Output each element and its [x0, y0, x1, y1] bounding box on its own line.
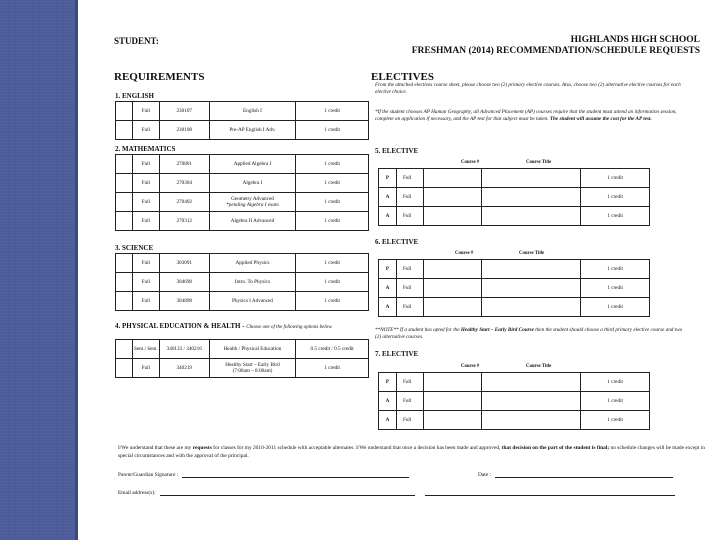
course-note: (7:00am – 8:00am) [232, 368, 273, 374]
date-row [478, 472, 673, 478]
term-cell: Full [396, 373, 423, 392]
pe-heading-text: 4. PHYSICAL EDUCATION & HEALTH - [115, 322, 245, 330]
science-heading: 3. SCIENCE [115, 244, 154, 252]
note-prefix: **NOTE** If a student has opted for the [375, 327, 460, 333]
term-cell: Sem./ Sem. [132, 340, 159, 359]
choice-type: P [379, 260, 397, 279]
credit-cell: 1 credit [296, 102, 369, 121]
pe-table [115, 339, 369, 378]
english-table [115, 101, 369, 140]
code-cell: 340219 [159, 359, 209, 378]
agreement-part: I/We understand that these are my [118, 445, 192, 451]
math-table [115, 154, 369, 231]
electives-intro: From the attached electives course sheet, please choose two (2) primary elective courses. Also, choose two (2) alternative elective courses for each elective choice. [375, 82, 681, 95]
email-field[interactable] [160, 490, 415, 496]
course-cell: Physics I Advanced [209, 292, 296, 311]
term-cell: Full [132, 292, 159, 311]
select-cell[interactable] [116, 174, 133, 193]
credit-cell: 1 credit [581, 298, 650, 317]
course-num-input[interactable] [423, 260, 481, 279]
select-cell[interactable] [116, 155, 133, 174]
table-row [116, 254, 369, 273]
choice-type: P [379, 373, 397, 392]
elective-5-table [378, 168, 650, 226]
date-label: Date : [478, 472, 492, 478]
course-cell [209, 359, 296, 378]
course-title-input[interactable] [481, 260, 581, 279]
credit-cell: 0.5 credit / 0.5 credit [296, 340, 369, 359]
col-course-num: Course # [461, 364, 480, 369]
table-row [116, 359, 369, 378]
select-cell[interactable] [116, 212, 133, 231]
signature-field[interactable] [182, 472, 409, 478]
select-cell[interactable] [116, 193, 133, 212]
table-row [116, 292, 369, 311]
term-cell: Full [132, 155, 159, 174]
code-cell: 270312 [159, 212, 209, 231]
credit-cell: 1 credit [581, 207, 650, 226]
credit-cell: 1 credit [581, 188, 650, 207]
credit-cell: 1 credit [296, 359, 369, 378]
table-row [379, 411, 650, 430]
pe-instruction: Choose one of the following options below. [246, 325, 333, 330]
form-header [412, 35, 700, 57]
healthy-start-note [375, 327, 685, 341]
table-row [379, 373, 650, 392]
pe-heading [115, 322, 332, 330]
course-title-input[interactable] [481, 392, 581, 411]
term-cell: Full [132, 193, 159, 212]
term-cell: Full [396, 279, 423, 298]
elective-6-heading: 6. ELECTIVE [375, 238, 419, 246]
choice-type: A [379, 411, 397, 430]
select-cell[interactable] [116, 121, 133, 140]
course-num-input[interactable] [423, 207, 481, 226]
course-name: Geometry Advanced [231, 196, 274, 202]
table-row [116, 212, 369, 231]
email-row [118, 490, 415, 496]
col-course-title: Course Title [526, 364, 552, 369]
signature-label: Parent/Guardian Signature : [118, 472, 179, 478]
term-cell: Full [396, 207, 423, 226]
course-title-input[interactable] [481, 188, 581, 207]
credit-cell: 1 credit [581, 373, 650, 392]
col-course-title: Course Title [526, 160, 552, 165]
credit-cell: 1 credit [581, 279, 650, 298]
choice-type: A [379, 279, 397, 298]
course-num-input[interactable] [423, 188, 481, 207]
course-num-input[interactable] [423, 279, 481, 298]
course-num-input[interactable] [423, 392, 481, 411]
agreement-bold: that decision on the part of the student is final; [501, 445, 610, 451]
term-cell: Full [132, 254, 159, 273]
agreement-part: for classes for my 2010-2011 schedule with acceptable alternates. I/We understand that once a decision has been made and approved, [213, 445, 501, 451]
table-row [379, 298, 650, 317]
course-name: Healthy Start – Early Bird [225, 362, 280, 368]
course-cell: Health / Physical Education [209, 340, 296, 359]
col-course-title: Course Title [519, 251, 545, 256]
table-row [379, 260, 650, 279]
col-course-num: Course # [455, 251, 474, 256]
email-row-2 [421, 490, 675, 496]
form-page [78, 0, 720, 540]
course-title-input[interactable] [481, 207, 581, 226]
student-label: STUDENT: [114, 36, 159, 46]
credit-cell: 1 credit [296, 193, 369, 212]
ap-note-text: *If the student chooses AP Human Geography, all Advanced Placement (AP) courses require that the student must attend an information session, complete an application if necessary, and the AP test for that subject must be taken. [375, 109, 677, 122]
english-heading: 1. ENGLISH [115, 92, 154, 100]
table-row [116, 174, 369, 193]
course-cell: English I [209, 102, 296, 121]
course-title-input[interactable] [481, 411, 581, 430]
code-cell: 270402 [159, 193, 209, 212]
requirements-title: REQUIREMENTS [114, 71, 205, 83]
elective-7-table [378, 372, 650, 430]
code-cell: 270801 [159, 155, 209, 174]
table-row [116, 121, 369, 140]
code-cell: 230108 [159, 121, 209, 140]
code-cell: 270304 [159, 174, 209, 193]
code-cell: 304898 [159, 292, 209, 311]
select-cell[interactable] [116, 340, 133, 359]
course-cell: Applied Algebra I [209, 155, 296, 174]
date-field[interactable] [495, 472, 673, 478]
code-cell: 304698 [159, 273, 209, 292]
credit-cell: 1 credit [296, 254, 369, 273]
course-title-input[interactable] [481, 169, 581, 188]
agreement-text [118, 445, 718, 460]
ap-note-bold: The student will assume the cost for the AP test. [549, 116, 652, 122]
select-cell[interactable] [116, 359, 133, 378]
school-name: HIGHLANDS HIGH SCHOOL [570, 35, 700, 45]
note-bold: Healthy Start – Early Bird Course [460, 327, 534, 333]
choice-type: A [379, 207, 397, 226]
agreement-bold: requests [192, 445, 212, 451]
elective-7-heading: 7. ELECTIVE [375, 350, 419, 358]
course-cell: Intro. To Physics [209, 273, 296, 292]
term-cell: Full [396, 392, 423, 411]
credit-cell: 1 credit [581, 169, 650, 188]
code-cell: 303091 [159, 254, 209, 273]
col-course-num: Course # [461, 160, 480, 165]
course-cell: Algebra II Advanced [209, 212, 296, 231]
course-title-input[interactable] [481, 373, 581, 392]
table-row [379, 279, 650, 298]
table-row [379, 392, 650, 411]
code-cell: 340133 / 340216 [159, 340, 209, 359]
table-row [116, 102, 369, 121]
course-num-input[interactable] [423, 411, 481, 430]
select-cell[interactable] [116, 254, 133, 273]
course-cell [209, 193, 296, 212]
elective-6-table [378, 259, 650, 317]
note-suffix: then the student should choose a third primary elective course and two (2) alternative courses. [375, 327, 683, 340]
signature-row [118, 472, 409, 478]
code-cell: 230107 [159, 102, 209, 121]
term-cell: Full [132, 212, 159, 231]
term-cell: Full [132, 121, 159, 140]
course-num-input[interactable] [423, 373, 481, 392]
term-cell: Full [396, 260, 423, 279]
course-num-input[interactable] [423, 169, 481, 188]
math-heading: 2. MATHEMATICS [115, 145, 176, 153]
select-cell[interactable] [116, 273, 133, 292]
course-cell: Algebra I [209, 174, 296, 193]
term-cell: Full [396, 411, 423, 430]
science-table [115, 253, 369, 311]
credit-cell: 1 credit [296, 273, 369, 292]
credit-cell: 1 credit [581, 411, 650, 430]
email-label: Email address(s): [118, 490, 156, 496]
decorative-sidebar [0, 0, 78, 540]
credit-cell: 1 credit [296, 121, 369, 140]
term-cell: Full [396, 188, 423, 207]
course-num-input[interactable] [423, 298, 481, 317]
credit-cell: 1 credit [296, 174, 369, 193]
table-row [116, 340, 369, 359]
table-row [116, 155, 369, 174]
form-title: FRESHMAN (2014) RECOMMENDATION/SCHEDULE REQUESTS [411, 46, 700, 56]
choice-type: P [379, 169, 397, 188]
credit-cell: 1 credit [296, 292, 369, 311]
choice-type: A [379, 392, 397, 411]
credit-cell: 1 credit [581, 392, 650, 411]
term-cell: Full [132, 359, 159, 378]
course-title-input[interactable] [481, 279, 581, 298]
term-cell: Full [396, 169, 423, 188]
email-field-2[interactable] [425, 490, 675, 496]
term-cell: Full [132, 174, 159, 193]
term-cell: Full [132, 273, 159, 292]
table-row [116, 273, 369, 292]
elective-5-heading: 5. ELECTIVE [375, 147, 419, 155]
choice-type: A [379, 298, 397, 317]
electives-title: ELECTIVES [371, 71, 434, 83]
table-row [379, 188, 650, 207]
course-note: *pending Algebra I exam [226, 202, 279, 208]
table-row [116, 193, 369, 212]
course-cell: Applied Physics [209, 254, 296, 273]
credit-cell: 1 credit [296, 212, 369, 231]
term-cell: Full [132, 102, 159, 121]
course-title-input[interactable] [481, 298, 581, 317]
ap-note [375, 109, 685, 123]
credit-cell: 1 credit [296, 155, 369, 174]
choice-type: A [379, 188, 397, 207]
select-cell[interactable] [116, 292, 133, 311]
table-row [379, 207, 650, 226]
select-cell[interactable] [116, 102, 133, 121]
course-cell: Pre-AP English I Adv. [209, 121, 296, 140]
credit-cell: 1 credit [581, 260, 650, 279]
term-cell: Full [396, 298, 423, 317]
agreement-part: no schedule changes will be made except in special circumstances and with the approval of the principal. [118, 445, 705, 459]
table-row [379, 169, 650, 188]
